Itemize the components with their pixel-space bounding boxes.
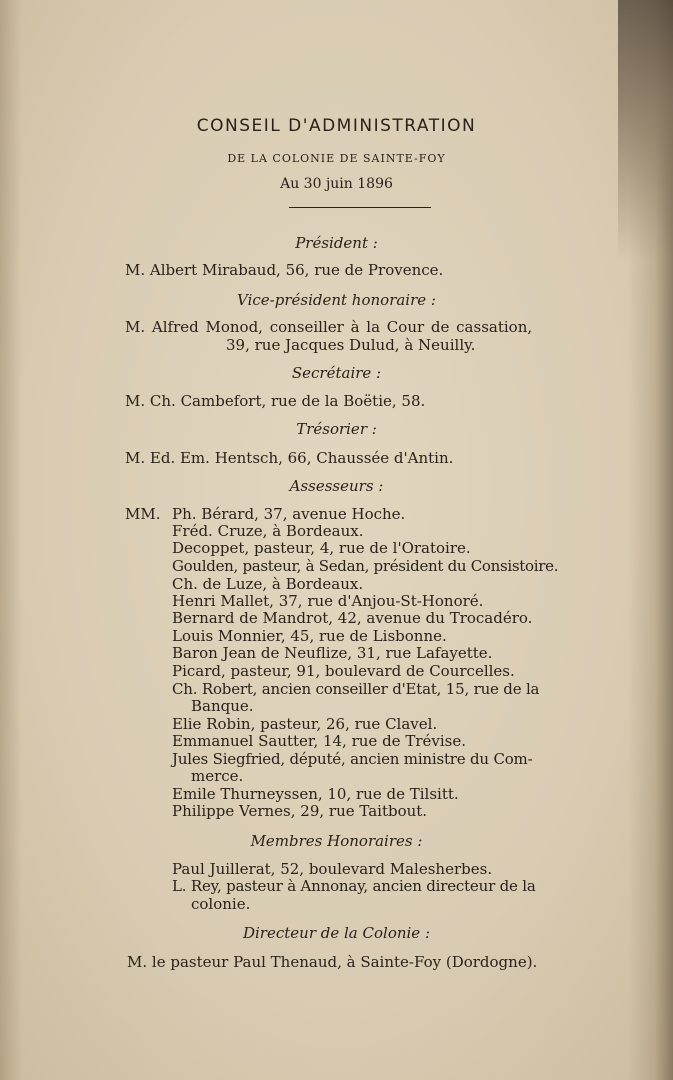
- role-tresorier: Trésorier :: [296, 420, 377, 438]
- document-heading: CONSEIL D'ADMINISTRATION: [196, 116, 477, 136]
- assesseur-line: Goulden, pasteur, à Sedan, président du Consistoire.: [172, 557, 559, 575]
- role-assesseurs: Assesseurs :: [289, 477, 384, 495]
- assesseur-line: Jules Siegfried, député, ancien ministre du Com-: [172, 750, 533, 768]
- assesseurs-prefix: MM.: [125, 505, 161, 523]
- assesseur-line: Emile Thurneyssen, 10, rue de Tilsitt.: [172, 785, 459, 803]
- assesseur-line: Picard, pasteur, 91, boulevard de Courcelles.: [172, 662, 515, 680]
- assesseur-line: Elie Robin, pasteur, 26, rue Clavel.: [172, 715, 438, 733]
- vice-president-line: 39, rue Jacques Dulud, à Neuilly.: [226, 336, 476, 354]
- assesseur-line: Ph. Bérard, 37, avenue Hoche.: [172, 505, 406, 523]
- assesseur-line: Ch. de Luze, à Bordeaux.: [172, 575, 364, 593]
- role-membres-honoraires: Membres Honoraires :: [250, 832, 423, 850]
- assesseur-line: Fréd. Cruze, à Bordeaux.: [172, 522, 364, 540]
- assesseur-line: Ch. Robert, ancien conseiller d'Etat, 15, rue de la: [172, 680, 540, 698]
- assesseur-line: Banque.: [191, 697, 254, 715]
- assesseur-line: Philippe Vernes, 29, rue Taitbout.: [172, 802, 428, 820]
- assesseur-line: Decoppet, pasteur, 4, rue de l'Oratoire.: [172, 539, 471, 557]
- role-president: Président :: [295, 234, 378, 252]
- membre-honoraire-line: Paul Juillerat, 52, boulevard Malesherbes.: [172, 860, 493, 878]
- assesseur-line: Baron Jean de Neuflize, 31, rue Lafayette.: [172, 644, 493, 662]
- assesseur-line: Emmanuel Sautter, 14, rue de Trévise.: [172, 732, 466, 750]
- vice-president-line: M. Alfred Monod, conseiller à la Cour de cassation,: [125, 318, 533, 336]
- president-line: M. Albert Mirabaud, 56, rue de Provence.: [125, 261, 444, 279]
- membre-honoraire-line: colonie.: [191, 895, 251, 913]
- directeur-line: M. le pasteur Paul Thenaud, à Sainte-Foy (Dordogne).: [127, 953, 538, 971]
- role-directeur: Directeur de la Colonie :: [242, 924, 431, 942]
- document-date: Au 30 juin 1896: [280, 176, 393, 192]
- role-vice-president: Vice-président honoraire :: [237, 291, 436, 309]
- heading-rule: [289, 207, 431, 208]
- assesseur-line: Louis Monnier, 45, rue de Lisbonne.: [172, 627, 447, 645]
- assesseur-line: merce.: [191, 767, 244, 785]
- assesseur-line: Henri Mallet, 37, rue d'Anjou-St-Honoré.: [172, 592, 484, 610]
- secretaire-line: M. Ch. Cambefort, rue de la Boëtie, 58.: [125, 392, 426, 410]
- assesseur-line: Bernard de Mandrot, 42, avenue du Trocadéro.: [172, 609, 533, 627]
- role-secretaire: Secrétaire :: [291, 364, 382, 382]
- tresorier-line: M. Ed. Em. Hentsch, 66, Chaussée d'Antin.: [125, 449, 454, 467]
- document-subheading: DE LA COLONIE DE SAINTE-FOY: [227, 152, 446, 165]
- membre-honoraire-line: L. Rey, pasteur à Annonay, ancien directeur de la: [172, 877, 536, 895]
